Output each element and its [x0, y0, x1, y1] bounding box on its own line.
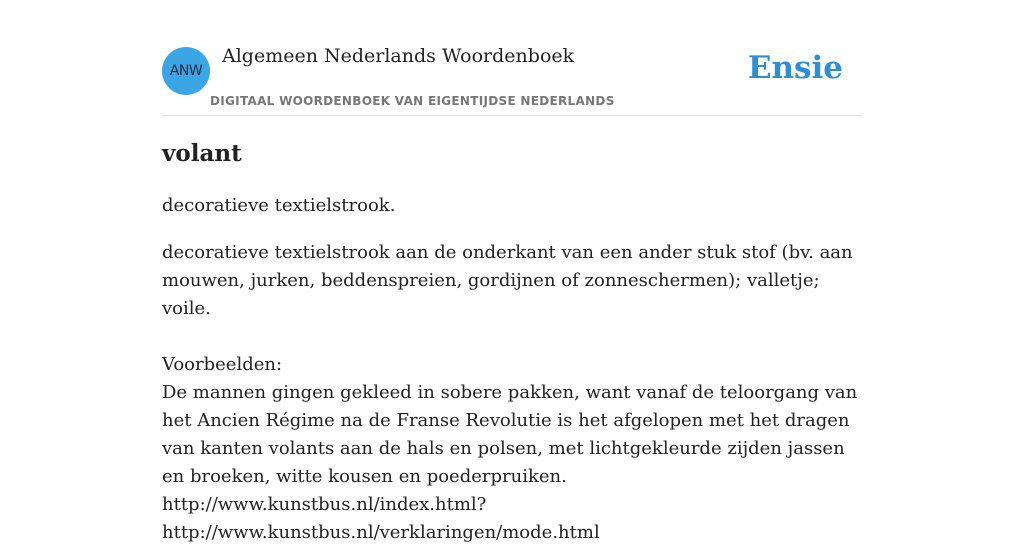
- entry-content: [162, 138, 862, 547]
- site-header: [162, 0, 862, 116]
- headword: volant: [162, 140, 242, 167]
- dictionary-subtitle: DIGITAAL WOORDENBOEK VAN EIGENTIJDSE NEDERLANDS: [210, 94, 615, 108]
- source-link[interactable]: http://www.kunstbus.nl/verklaringen/mode.html: [162, 522, 600, 543]
- examples-label: Voorbeelden:: [162, 354, 283, 375]
- source-link[interactable]: http://www.kunstbus.nl/index.html?: [162, 494, 487, 515]
- example-text: De mannen gingen gekleed in sobere pakken, want vanaf de teloorgang van het Ancien Régime na de Franse Revolutie is het afgelopen met het dragen van kanten volants aan de hals en polsen, met lichtgekleurde zijden jassen en broeken, witte kousen en poederpruiken.: [162, 382, 858, 487]
- ensie-brand-link[interactable]: Ensie: [747, 50, 843, 86]
- anw-logo-icon[interactable]: ANW: [162, 47, 210, 95]
- dictionary-title[interactable]: Algemeen Nederlands Woordenboek: [222, 45, 575, 67]
- examples-section: [162, 351, 862, 547]
- short-definition: decoratieve textielstrook.: [162, 195, 396, 216]
- long-definition: decoratieve textielstrook aan de onderkant van een ander stuk stof (bv. aan mouwen, jurken, beddenspreien, gordijnen of zonneschermen); valletje; voile.: [162, 242, 853, 319]
